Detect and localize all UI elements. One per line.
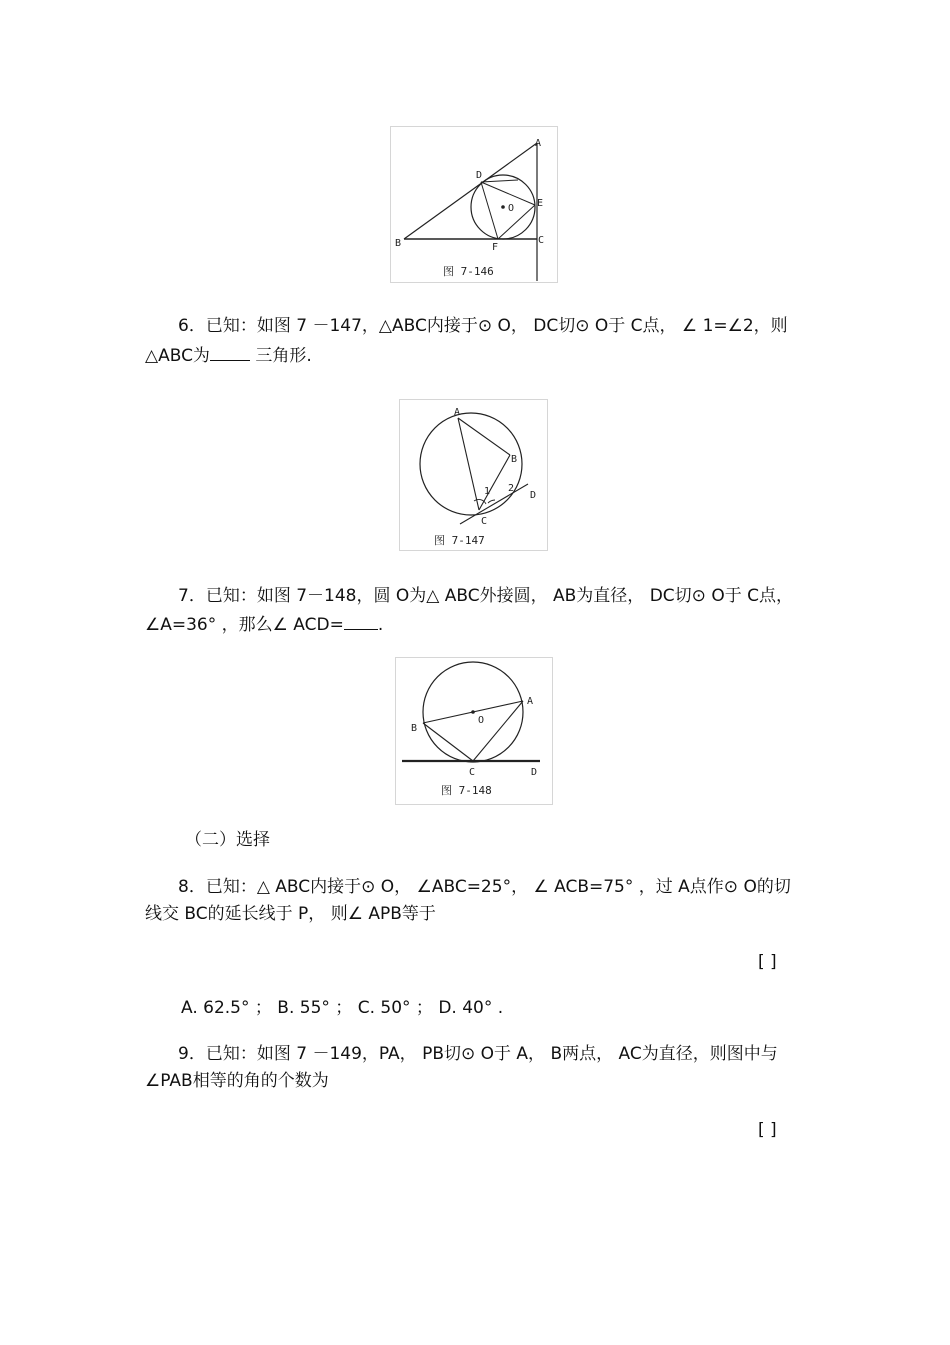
figure-7-146	[390, 126, 558, 283]
label-A: A	[535, 138, 542, 149]
label-B: B	[511, 454, 518, 465]
label-O: O	[478, 715, 485, 726]
figure-7-148	[395, 657, 553, 805]
figure-7-147	[399, 399, 548, 551]
label-E: E	[537, 198, 544, 209]
figure-caption: 图 7-147	[434, 534, 485, 547]
q9-line2: ∠PAB相等的角的个数为	[145, 1071, 329, 1091]
q8-line2: 线交 BC的延长线于 P， 则∠ APB等于	[145, 904, 436, 924]
figure-7-147-drawing	[400, 400, 547, 550]
figure-caption: 图 7-148	[441, 784, 492, 797]
q6-suffix: 三角形.	[249, 346, 312, 366]
q7-prefix: ∠A=36° ，那么∠ ACD=	[145, 615, 344, 635]
label-D: D	[530, 490, 537, 501]
q8-options: A. 62.5° ； B. 55° ； C. 50° ； D. 40° .	[181, 998, 504, 1018]
label-D: D	[531, 767, 538, 778]
label-A: A	[454, 407, 461, 418]
label-D: D	[476, 170, 483, 181]
q7-line1: 7．已知：如图 7－148，圆 O为△ ABC外接圆， AB为直径， DC切⊙ O于 C点，	[178, 586, 793, 606]
q9-line1: 9．已知：如图 7 －149，PA， PB切⊙ O于 A， B两点， AC为直径，则图中与	[178, 1044, 778, 1064]
q6-line1: 6．已知：如图 7 －147，△ABC内接于⊙ O， DC切⊙ O于 C点， ∠ 1=∠2，则	[178, 316, 788, 336]
label-1: 1	[484, 486, 491, 497]
label-C: C	[538, 235, 545, 246]
figure-7-148-drawing	[396, 658, 552, 804]
label-B: B	[395, 238, 402, 249]
label-2: 2	[508, 483, 515, 494]
label-F: F	[492, 242, 499, 253]
q7-suffix: .	[377, 615, 384, 635]
section-title: （二）选择	[185, 830, 270, 850]
q9-answer-bracket: [ ]	[758, 1120, 777, 1140]
answer-blank	[344, 613, 378, 630]
answer-blank	[210, 344, 250, 361]
figure-7-146-drawing	[391, 127, 557, 282]
label-B: B	[411, 723, 418, 734]
label-O: O	[508, 203, 515, 214]
label-C: C	[469, 767, 476, 778]
q6-line2	[145, 344, 312, 367]
q7-line2	[145, 613, 383, 636]
label-A: A	[527, 696, 534, 707]
figure-caption: 图 7-146	[443, 265, 494, 278]
q6-prefix: △ABC为	[145, 346, 210, 366]
q8-line1: 8．已知：△ ABC内接于⊙ O， ∠ABC=25°， ∠ ACB=75° ，过 A点作⊙ O的切	[178, 877, 791, 897]
label-C: C	[481, 516, 488, 527]
q8-answer-bracket: [ ]	[758, 952, 777, 972]
